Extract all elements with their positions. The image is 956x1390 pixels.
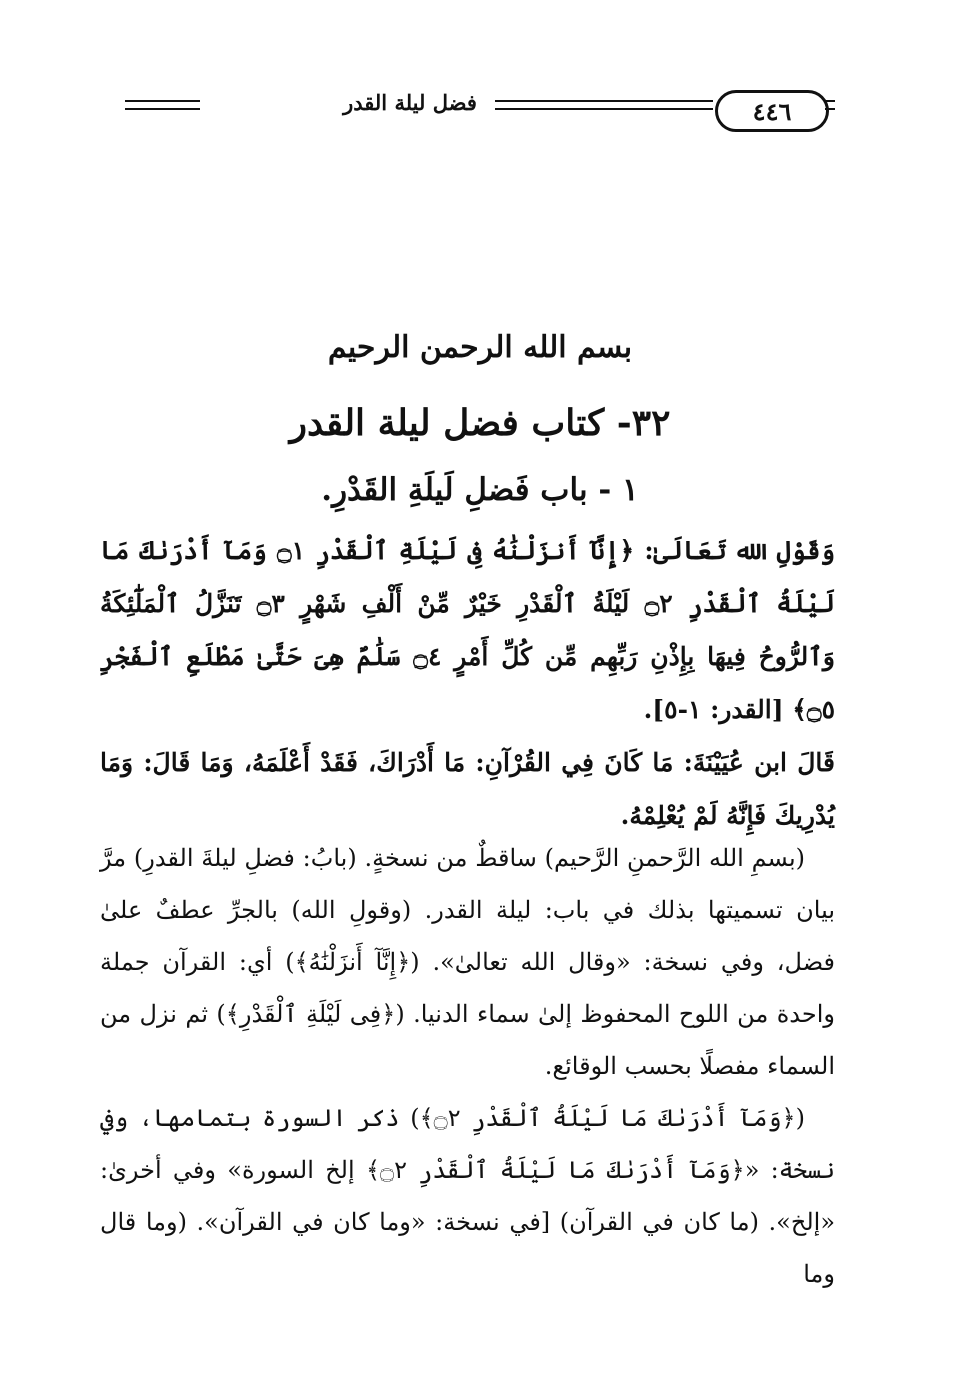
header-rule-left-lower	[125, 108, 200, 110]
header-rule-middle	[495, 100, 713, 102]
hadith-text	[100, 524, 835, 842]
basmala: بسم الله الرحمن الرحيم	[327, 330, 633, 365]
running-title: فضل ليلة القدر	[343, 90, 477, 115]
ibn-uyaynah-paragraph: قَالَ ابن عُيَيْنَةَ: مَا كَانَ فِي القُرْآنِ: مَا أَدْرَاكَ، فَقَدْ أَعْلَمَهُ، وَمَا قَالَ: وَمَا يُدْرِيكَ فَإِنَّهُ لَمْ يُعْلِمْهُ.	[100, 748, 835, 830]
page-header	[125, 84, 835, 134]
book-title: ٣٢- كتاب فضل ليلة القدر	[289, 402, 671, 444]
header-rule-right	[825, 100, 835, 102]
header-rule-right-lower	[825, 108, 835, 110]
header-rule-left	[125, 100, 200, 102]
header-rule-middle-lower	[495, 108, 713, 110]
page-number: ٤٤٦	[752, 96, 792, 126]
commentary-paragraph: (﴿وَمَآ أَدْرَىٰكَ مَا لَيْلَةُ ٱلْقَدْرِ ۝٢﴾) ذكر السورة بتمامها، وفي نسخة: «﴿وَمَآ أَدْرَىٰكَ مَا لَيْلَةُ ٱلْقَدْرِ ۝٢﴾ إلخ السورة» وفي أخرىٰ: «إلخ». (ما كان في القرآن) [في نسخة: «وما كان في القرآن». (وما قال وما	[100, 1104, 836, 1288]
verse-paragraph: وَقَوْلِ الله تَعَالَىٰ: ﴿إِنَّآ أَنزَلْنَٰهُ فِى لَيْلَةِ ٱلْقَدْرِ ۝١ وَمَآ أَدْرَىٰكَ مَا لَيْلَةُ ٱلْقَدْرِ ۝٢ لَيْلَةُ ٱلْقَدْرِ خَيْرٌ مِّنْ أَلْفِ شَهْرٍ ۝٣ تَنَزَّلُ ٱلْمَلَٰٓئِكَةُ وَٱلرُّوحُ فِيهَا بِإِذْنِ رَبِّهِم مِّن كُلِّ أَمْرٍ ۝٤ سَلَٰمٌ هِىَ حَتَّىٰ مَطْلَعِ ٱلْفَجْرِ ۝٥﴾ [القدر: ١-٥].	[100, 536, 836, 724]
page-number-badge	[715, 90, 829, 132]
chapter-title: ١ - باب فَضلِ لَيلَةِ القَدْرِ.	[321, 472, 639, 508]
commentary-paragraph: (بسمِ الله الرَّحمنِ الرَّحيم) ساقطٌ من نسخةٍ. (بابُ: فضلِ ليلةَ القدرِ) مرَّ بيان تسميتها بذلك في باب: ليلة القدر. (وقولِ الله) بالجرِّ عطفٌ علىٰ فضل، وفي نسخة: «وقال الله تعالىٰ». (﴿إِنَّآ أَنزَلْنَٰهُ﴾) أي: القرآن جملة واحدة من اللوح المحفوظ إلىٰ سماء الدنيا. (﴿فِى لَيْلَةِ ٱلْقَدْرِ﴾) ثم نزل من السماء مفصلًا بحسب الوقائع.	[100, 844, 835, 1080]
commentary	[100, 832, 835, 1300]
